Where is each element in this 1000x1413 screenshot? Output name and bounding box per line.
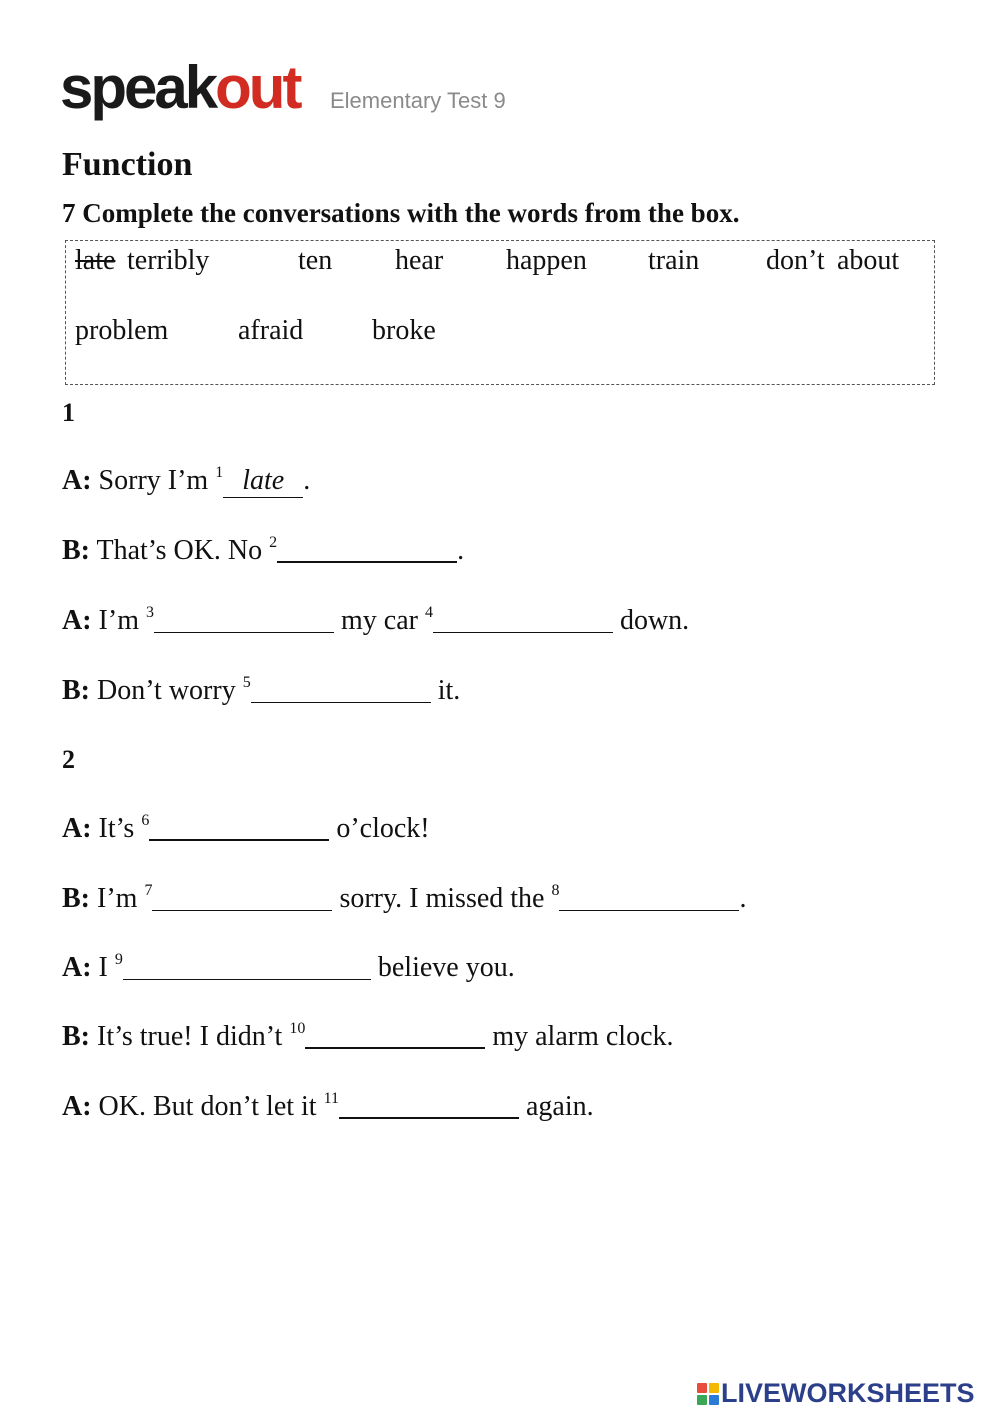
gap-number: 9 <box>114 951 123 968</box>
word-about: about <box>837 245 900 276</box>
speaker-label: B: <box>62 675 90 706</box>
instruction: 7 Complete the conversations with the words from the box. <box>62 198 740 228</box>
logo-text-out: out <box>215 54 300 121</box>
answer-blank-5[interactable] <box>251 676 431 703</box>
gap-number: 8 <box>551 882 560 899</box>
speaker-label: A: <box>62 465 92 496</box>
answer-blank-7[interactable] <box>152 884 332 911</box>
test-subtitle: Elementary Test 9 <box>330 88 506 113</box>
speaker-label: B: <box>62 883 90 914</box>
speaker-label: A: <box>62 1091 92 1122</box>
answer-blank-1[interactable]: late <box>223 467 303 498</box>
word-happen: happen <box>506 245 587 276</box>
line-text: It’s <box>98 813 142 844</box>
line-text: That’s OK. No <box>96 535 270 566</box>
line-text: Don’t worry <box>97 675 243 706</box>
word-broke: broke <box>372 315 436 346</box>
line-text: Sorry I’m <box>98 465 216 496</box>
line-text: down. <box>612 605 690 636</box>
speakout-logo <box>60 54 300 121</box>
speaker-label: B: <box>62 535 90 566</box>
answer-blank-9[interactable] <box>123 953 371 980</box>
speaker-label: B: <box>62 1021 90 1052</box>
line-text: it. <box>430 675 461 706</box>
dialogue-line <box>62 465 310 498</box>
gap-number: 1 <box>215 464 224 481</box>
line-text: my car <box>333 605 425 636</box>
dialogue-line <box>62 675 460 707</box>
gap-number: 10 <box>289 1020 306 1037</box>
gap-number: 2 <box>269 534 278 551</box>
line-text: again. <box>519 1091 594 1122</box>
dialogue-line <box>62 535 464 567</box>
dialogue-line <box>62 813 430 845</box>
answer-blank-6[interactable] <box>149 813 329 841</box>
gap-number: 3 <box>145 604 154 621</box>
line-text: . <box>457 535 465 566</box>
word-afraid: afraid <box>238 315 304 346</box>
gap-number: 6 <box>141 812 150 829</box>
line-text: sorry. I missed the <box>332 883 552 914</box>
line-text: I <box>98 952 115 983</box>
conversation-number: 1 <box>62 398 75 427</box>
dialogue-line <box>62 605 689 637</box>
speaker-label: A: <box>62 605 92 636</box>
gap-number: 5 <box>242 674 251 691</box>
word-dont: don’t <box>766 245 825 276</box>
gap-number: 4 <box>424 604 433 621</box>
word-ten: ten <box>298 245 333 276</box>
speaker-label: A: <box>62 813 92 844</box>
line-text: OK. But don’t let it <box>98 1091 324 1122</box>
answer-blank-4[interactable] <box>433 606 613 633</box>
line-text: my alarm clock. <box>485 1021 674 1052</box>
word-problem: problem <box>75 315 169 346</box>
answer-blank-2[interactable] <box>277 535 457 563</box>
line-text: believe you. <box>370 952 515 983</box>
answer-blank-8[interactable] <box>559 884 739 911</box>
word-terribly: terribly <box>127 245 210 276</box>
gap-number: 11 <box>323 1090 339 1107</box>
line-text: It’s true! I didn’t <box>97 1021 290 1052</box>
dialogue-line <box>62 952 515 984</box>
liveworksheets-icon <box>697 1383 719 1405</box>
dialogue-line <box>62 1021 674 1053</box>
answer-blank-11[interactable] <box>339 1091 519 1119</box>
liveworksheets-logo <box>697 1378 975 1409</box>
line-text: . <box>739 883 747 914</box>
word-hear: hear <box>395 245 444 276</box>
conversation-number: 2 <box>62 745 75 774</box>
line-text: o’clock! <box>329 813 430 844</box>
section-title: Function <box>62 146 193 183</box>
speaker-label: A: <box>62 952 92 983</box>
dialogue-line <box>62 1091 594 1123</box>
footer-brand-text: LIVEWORKSHEETS <box>721 1378 975 1408</box>
answer-blank-10[interactable] <box>305 1021 485 1049</box>
logo-text-speak: speak <box>60 54 216 121</box>
line-text: . <box>303 465 311 496</box>
line-text: I’m <box>97 883 145 914</box>
word-late: late <box>75 245 116 276</box>
answer-blank-3[interactable] <box>154 606 334 633</box>
gap-number: 7 <box>144 882 153 899</box>
dialogue-line <box>62 883 746 915</box>
line-text: I’m <box>98 605 146 636</box>
word-train: train <box>648 245 700 276</box>
